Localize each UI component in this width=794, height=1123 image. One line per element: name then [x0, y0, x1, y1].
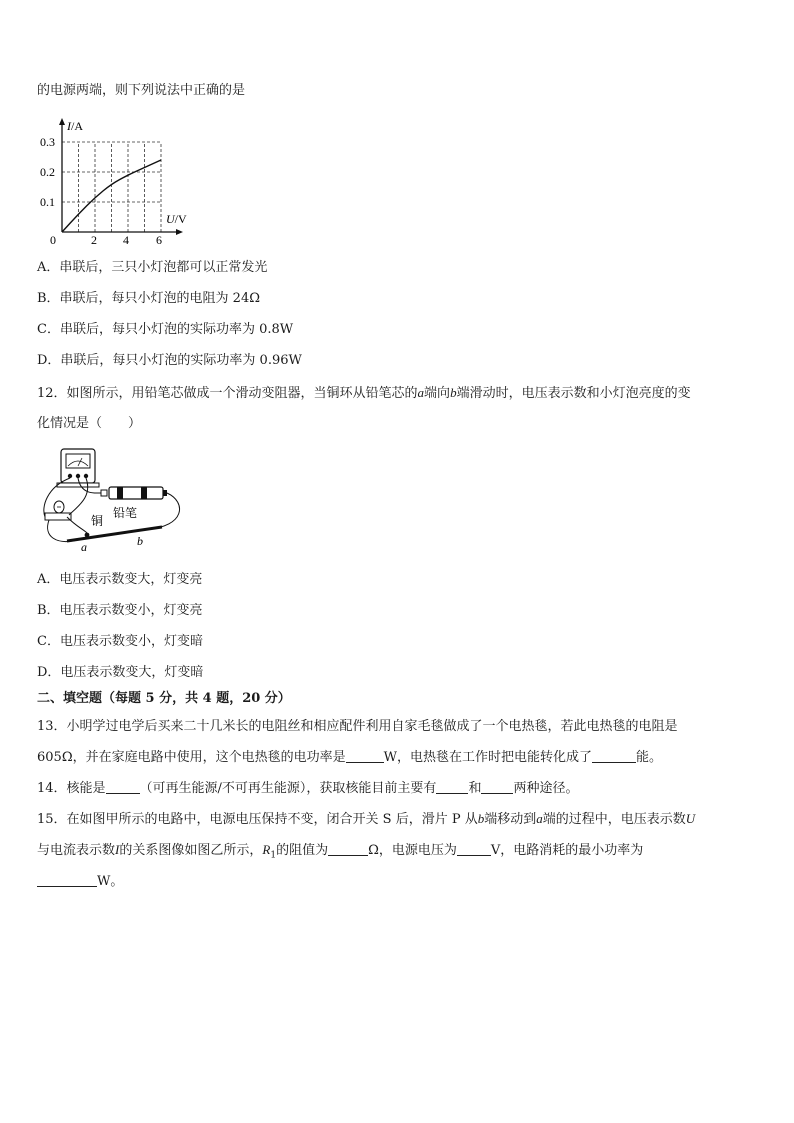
q15-blank-resistance[interactable]: [328, 841, 368, 856]
q13-line1: 13．小明学过电学后买来二十几米长的电阻丝和相应配件利用自家毛毯做成了一个电热毯，若此电热毯的电阻是: [37, 719, 678, 734]
q15-line3: W。: [37, 872, 123, 891]
chart-grid: [62, 142, 161, 232]
q15-blank-voltage[interactable]: [457, 841, 491, 856]
q12-option-b: B．电压表示数变小，灯变亮: [37, 603, 203, 618]
point-b-label: b: [137, 534, 143, 548]
x-tick-label-4: 4: [123, 233, 129, 246]
battery-icon: [101, 487, 167, 499]
q11-option-a: A．串联后，三只小灯泡都可以正常发光: [37, 260, 268, 275]
pencil-label: 铅笔: [113, 506, 138, 520]
x-axis-label: U/V: [166, 212, 187, 226]
q12-option-d: D．电压表示数变大，灯变暗: [37, 665, 204, 680]
q14-blank-type[interactable]: [106, 779, 140, 794]
q14-line: 14．核能是 （可再生能源/不可再生能源），获取核能目前主要有 和 两种途径。: [37, 781, 579, 796]
q12-option-a: A．电压表示数变大，灯变亮: [37, 572, 203, 587]
q14-blank-way1[interactable]: [436, 779, 468, 794]
intro-line: 的电源两端，则下列说法中正确的是: [37, 83, 246, 98]
q15-line1: 15．在如图甲所示的电路中，电源电压保持不变，闭合开关 S 后，滑片 P 从b端移动到a端的过程中，电压表示数U: [37, 811, 696, 827]
q13-line2: 605Ω，并在家庭电路中使用，这个电热毯的电功率是 W，电热毯在工作时把电能转化成了 能。: [37, 750, 662, 765]
q11-option-d: D．串联后，每只小灯泡的实际功率为 0.96W: [37, 353, 302, 368]
x-tick-label-6: 6: [156, 233, 162, 246]
y-tick-label-0.3: 0.3: [40, 135, 55, 149]
y-axis-arrow: [59, 118, 65, 125]
copper-label: 铜: [91, 514, 104, 528]
y-axis-label: I/A: [67, 119, 83, 133]
q15-blank-min-power[interactable]: [37, 872, 97, 887]
q11-option-b: B．串联后，每只小灯泡的电阻为 24Ω: [37, 291, 261, 306]
x-tick-label-2: 2: [91, 233, 97, 246]
point-a-label: a: [81, 540, 87, 552]
origin-label: 0: [50, 233, 56, 246]
y-tick-label-0.2: 0.2: [40, 165, 55, 179]
q15-line2: 与电流表示数I的关系图像如图乙所示，$R_1$的阻值为 Ω，电源电压为 V，电路消耗的最小功率为: [37, 842, 644, 861]
section2-heading: 二、填空题（每题 5 分，共 4 题，20 分）: [37, 691, 291, 706]
q13-blank-energy[interactable]: [592, 748, 636, 763]
q12-line2: 化情况是（ ）: [37, 416, 142, 431]
q14-blank-way2[interactable]: [481, 779, 513, 794]
y-tick-label-0.1: 0.1: [40, 195, 55, 209]
q12-option-c: C．电压表示数变小，灯变暗: [37, 634, 203, 649]
q11-option-c: C．串联后，每只小灯泡的实际功率为 0.8W: [37, 322, 294, 337]
q12-line1: 12．如图所示，用铅笔芯做成一个滑动变阻器，当铜环从铅笔芯的a端向b端滑动时，电压表示数和小灯泡亮度的变: [37, 385, 691, 401]
x-axis-arrow: [176, 229, 183, 235]
iu-chart: [37, 112, 197, 246]
q13-blank-power[interactable]: [346, 748, 384, 763]
circuit-figure: [37, 447, 187, 552]
copper-ring: [85, 533, 90, 538]
